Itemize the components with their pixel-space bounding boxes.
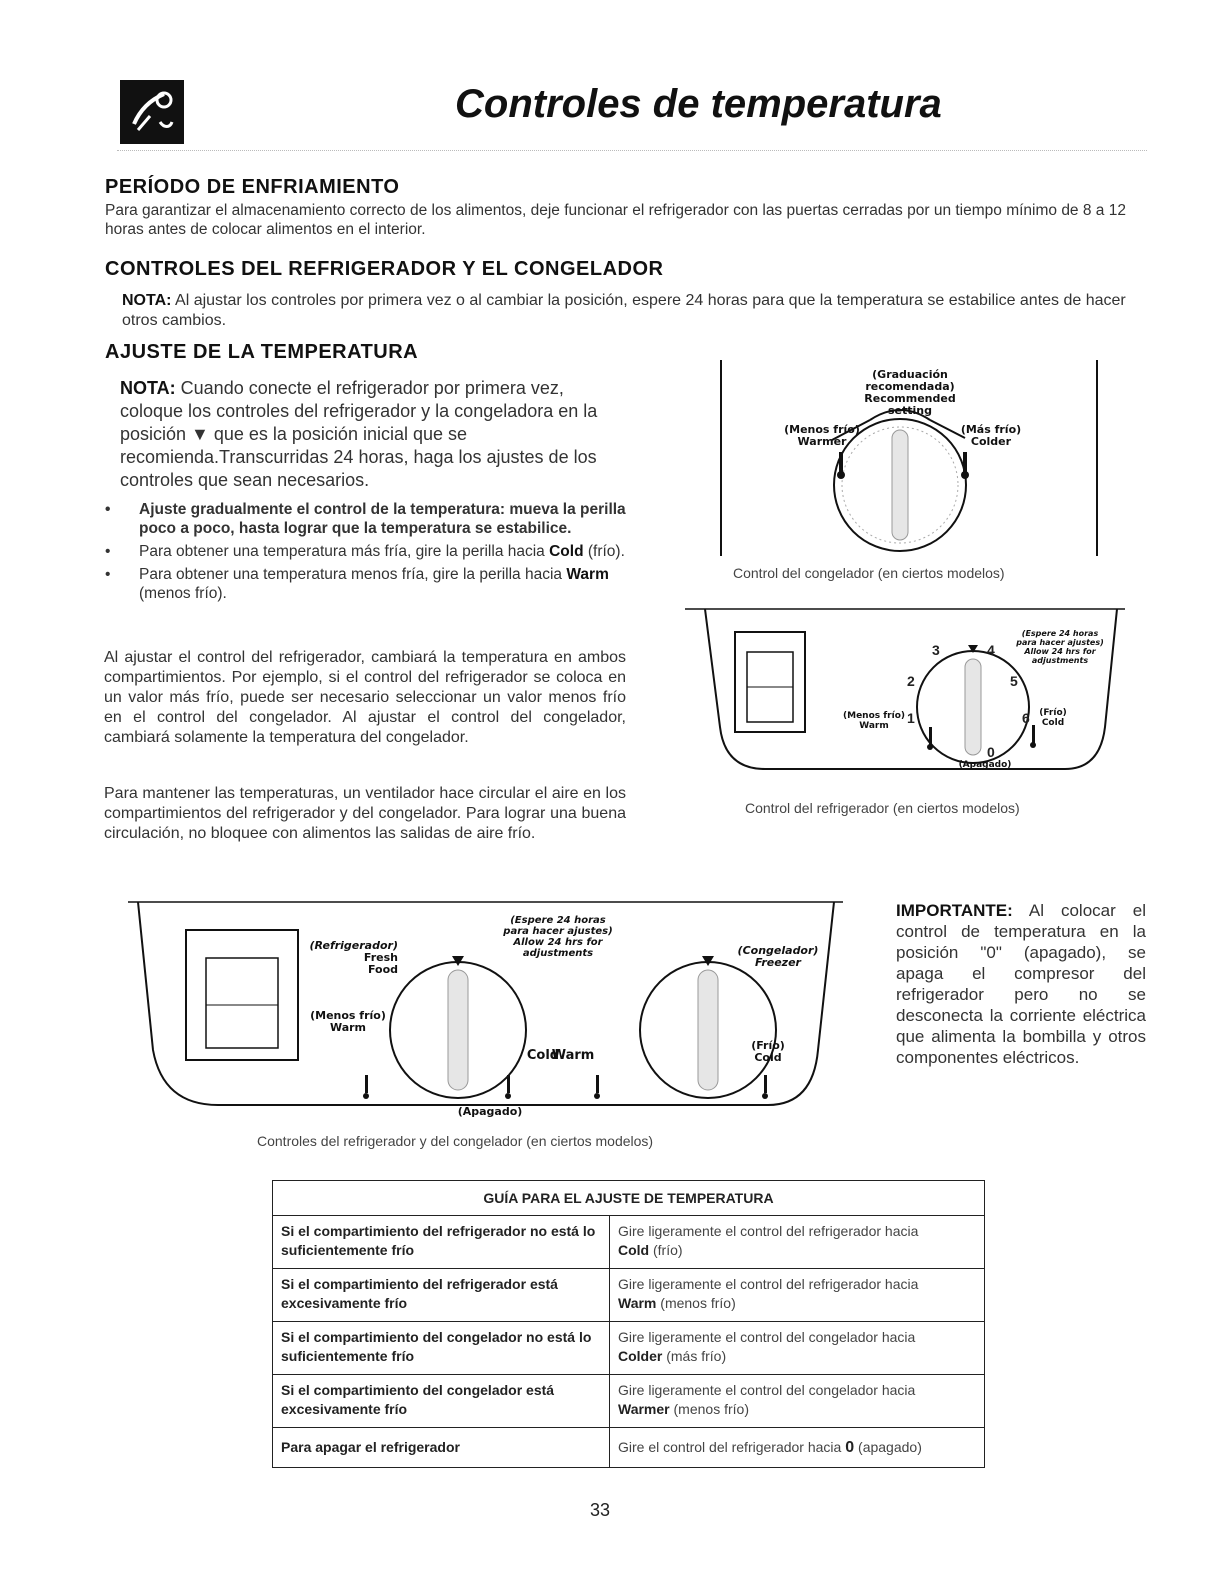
bullet-cold: • Para obtener una temperatura más fría, gire la perilla hacia Cold (frío).: [101, 542, 631, 561]
dual-espere-label: (Espere 24 horas para hacer ajustes) Allow 24 hrs for adjustments: [503, 915, 613, 959]
fridge-n3: 3: [932, 642, 940, 658]
fridge-warm-label: (Menos frío) Warm: [843, 711, 905, 731]
dual-freezer-label: (Congelador) Freezer: [737, 944, 819, 969]
fridge-espere-label: (Espere 24 horas para hacer ajustes) Allow 24 hrs for adjustments: [1016, 629, 1104, 665]
dual-apagado-label: (Apagado): [457, 1105, 523, 1118]
freezer-dial-figure: [720, 360, 1100, 560]
importante-label: IMPORTANTE:: [896, 901, 1013, 920]
table-row: Si el compartimiento del congelador está excesivamente frío Gire ligeramente el control del congelador hacia Warmer (menos frío): [273, 1375, 985, 1428]
table-row: Para apagar el refrigerador Gire el control del refrigerador hacia 0 (apagado): [273, 1428, 985, 1468]
colder-label: (Más frío) Colder: [960, 423, 1022, 448]
heading-controles: CONTROLES DEL REFRIGERADOR Y EL CONGELADOR: [105, 258, 664, 280]
heading-periodo: PERÍODO DE ENFRIAMIENTO: [105, 176, 400, 198]
fridge-n2: 2: [907, 673, 915, 689]
guide-table-title: GUÍA PARA EL AJUSTE DE TEMPERATURA: [273, 1181, 985, 1216]
page-title: Controles de temperatura: [455, 82, 942, 126]
fridge-n6: 6: [1022, 710, 1030, 726]
freezer-dial-caption: Control del congelador (en ciertos modelos): [733, 565, 1005, 581]
periodo-text: Para garantizar el almacenamiento correcto de los alimentos, deje funcionar el refrigerador con las puertas cerradas por un tiempo mínimo de 8 a 12 horas antes de colocar alimentos en el interior.: [105, 202, 1126, 238]
fridge-n0: 0: [987, 744, 995, 760]
table-row: Si el compartimiento del refrigerador está excesivamente frío Gire ligeramente el control del refrigerador hacia Warm (menos frío): [273, 1269, 985, 1322]
recommended-label: (Graduación recomendada) Recommended setting: [864, 368, 956, 417]
dual-dial-figure: [128, 900, 848, 1118]
fridge-apagado-label: (Apagado): [958, 760, 1012, 770]
fridge-n5: 5: [1010, 673, 1018, 689]
dual-fresh-food-label: (Refrigerador) Fresh Food: [309, 939, 398, 976]
importante-note: [896, 900, 1146, 1068]
fridge-dial-caption: Control del refrigerador (en ciertos modelos): [745, 800, 1020, 816]
dual-dial-graphic: [128, 900, 848, 1110]
dual-warm-label: (Menos frío) Warm: [310, 1009, 386, 1034]
dual-cold-label: Cold: [526, 1048, 560, 1063]
ajuste-bullets: [101, 500, 631, 607]
nota-text: Al ajustar los controles por primera vez o al cambiar la posición, espere 24 horas para que la temperatura se estabilice antes de hacer otros cambios.: [122, 292, 1126, 329]
page-number: 33: [590, 1500, 611, 1520]
ajuste-nota: [120, 377, 620, 492]
fridge-dial-figure: [685, 607, 1130, 777]
ajuste-nota-text: Cuando conecte el refrigerador por primera vez, coloque los controles del refrigerador y la congeladora en la posición ▼ que es la posición inicial que se recomienda.Transcurridas 24 horas, haga los ajustes de los controles que sean necesarios.: [120, 378, 598, 490]
table-row: Si el compartimiento del refrigerador no está lo suficientemente frío Gire ligeramente el control del refrigerador hacia Cold (frío): [273, 1216, 985, 1269]
thermometer-hand-icon: [120, 80, 184, 144]
ajuste-nota-label: NOTA:: [120, 378, 176, 398]
importante-text: Al colocar el control de temperatura en la posición "0" (apagado), se apaga el compresor del refrigerador pero no se desconecta la corriente eléctrica que alimenta la bombilla y otros componentes eléctricos.: [896, 901, 1146, 1067]
fridge-cold-label: (Frío) Cold: [1039, 708, 1067, 728]
temperature-guide-table: [272, 1180, 985, 1468]
ajuste-para1: Al ajustar el control del refrigerador, cambiará la temperatura en ambos compartimientos. Por ejemplo, si el control del refrigerador se coloca en un valor más frío, puede ser necesario seleccionar un valor menos frío en el control del congelador. Al ajustar el control del congelador, cambiará solamente la temperatura del congelador.: [104, 649, 626, 746]
fridge-n1: 1: [907, 710, 915, 726]
dual-warm2-label: Warm: [551, 1048, 595, 1063]
ajuste-para2: Para mantener las temperaturas, un ventilador hace circular el aire en los compartimientos del refrigerador y del congelador. Para lograr una buena circulación, no bloquee con alimentos las salidas de aire frío.: [104, 785, 626, 842]
table-row: Si el compartimiento del congelador no está lo suficientemente frío Gire ligeramente el control del congelador hacia Colder (más frío): [273, 1322, 985, 1375]
bullet-warm: • Para obtener una temperatura menos fría, gire la perilla hacia Warm (menos frío).: [101, 565, 631, 603]
dual-dial-caption: Controles del refrigerador y del congelador (en ciertos modelos): [257, 1133, 654, 1149]
bullet-gradual: • Ajuste gradualmente el control de la temperatura: mueva la perilla poco a poco, hasta lograr que la temperatura se estabilice.: [101, 500, 631, 538]
fridge-n4: 4: [987, 642, 995, 658]
nota-label: NOTA:: [122, 292, 172, 309]
heading-ajuste: AJUSTE DE LA TEMPERATURA: [105, 341, 419, 363]
controles-nota: [122, 291, 1132, 331]
warmer-label: (Menos frío) Warmer: [784, 423, 860, 448]
dual-cold2-label: (Frío) Cold: [751, 1039, 785, 1064]
